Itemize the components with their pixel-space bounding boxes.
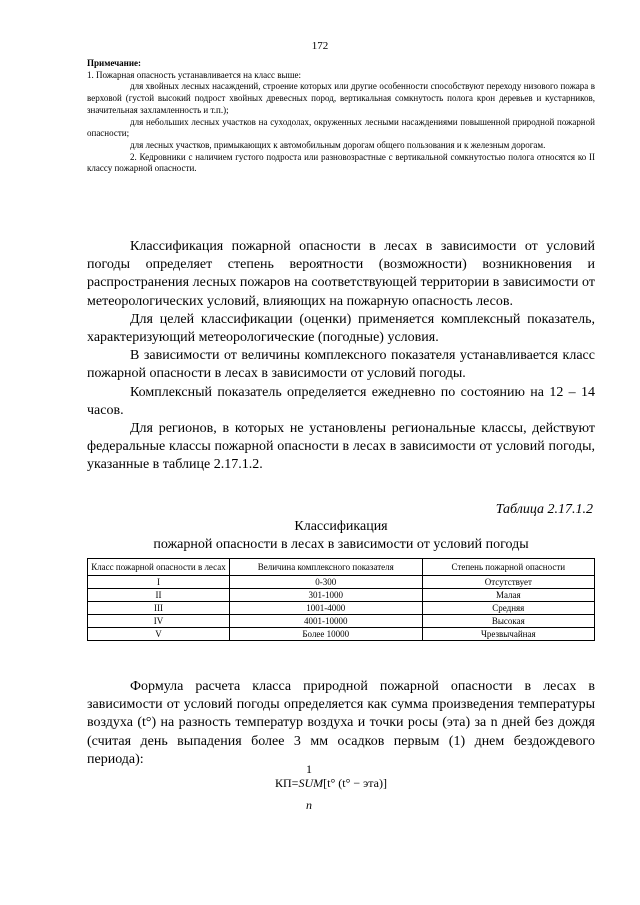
table-title-line-2: пожарной опасности в лесах в зависимости от условий погоды xyxy=(153,537,529,552)
cell-class: V xyxy=(88,628,230,641)
cell-index: 0-300 xyxy=(229,576,422,589)
cell-degree: Высокая xyxy=(422,615,594,628)
formula-paragraph: Формула расчета класса природной пожарной опасности в лесах в зависимости от условий погоды определяется как сумма произведения температуры воздуха (t°) на разность температур воздуха и точки росы (эта) за n дней без дождя (считая день выпадения более 3 мм осадков первым (1) днем бездождевого периода): xyxy=(87,679,595,767)
table-title xyxy=(87,518,595,554)
paragraph: Комплексный показатель определяется ежедневно по состоянию на 12 – 14 часов. xyxy=(87,384,595,418)
cell-degree: Чрезвычайная xyxy=(422,628,594,641)
formula-lhs: КП= xyxy=(275,776,299,790)
cell-class: IV xyxy=(88,615,230,628)
classification-table xyxy=(87,558,595,641)
header-index: Величина комплексного показателя xyxy=(229,559,422,576)
cell-class: I xyxy=(88,576,230,589)
note-title: Примечание: xyxy=(87,58,142,68)
paragraph: Для регионов, в которых не установлены региональные классы, действуют федеральные классы пожарной опасности в лесах в зависимости от условий погоды, указанные в таблице 2.17.1.2. xyxy=(87,421,595,473)
table-label: Таблица 2.17.1.2 xyxy=(495,502,593,517)
body-text xyxy=(87,238,595,475)
formula-expression: [t° (t° − эта)] xyxy=(323,776,387,790)
formula-sum: SUM xyxy=(298,776,324,790)
cell-degree: Малая xyxy=(422,589,594,602)
formula-lower-limit: n xyxy=(306,798,312,812)
table-title-line-1: Классификация xyxy=(294,519,388,534)
cell-class: II xyxy=(88,589,230,602)
formula-main xyxy=(275,776,387,791)
table-row xyxy=(88,602,595,615)
paragraph: В зависимости от величины комплексного показателя устанавливается класс пожарной опасности в лесах в зависимости от условий погоды. xyxy=(87,348,595,382)
note-item-1: 1. Пожарная опасность устанавливается на класс выше: xyxy=(87,69,302,80)
note-item-coniferous: для хвойных лесных насаждений, строение которых или другие особенности способствуют переходу низового пожара в верховой (густой высокий подрост хвойных древесных пород, вертикальная сомкнутость полога крон деревьев и кустарников, значительная захламленность и т.п.); xyxy=(87,81,595,115)
cell-class: III xyxy=(88,602,230,615)
table-row xyxy=(88,589,595,602)
header-class: Класс пожарной опасности в лесах xyxy=(88,559,230,576)
table-row xyxy=(88,628,595,641)
note-item-2: 2. Кедровники с наличием густого подроста или разновозрастные с вертикальной сомкнутостью полога относятся ко II классу пожарной опасности. xyxy=(87,151,595,174)
cell-index: 1001-4000 xyxy=(229,602,422,615)
note-item-small-plots: для небольших лесных участков на суходолах, окруженных лесными насаждениями повышенной природной пожарной опасности; xyxy=(87,116,595,139)
note-item-roads: для лесных участков, примыкающих к автомобильным дорогам общего пользования и к железным дорогам. xyxy=(130,139,546,150)
cell-index: Более 10000 xyxy=(229,628,422,641)
page-number: 172 xyxy=(311,40,329,52)
paragraph: Для целей классификации (оценки) применяется комплексный показатель, характеризующий метеорологические (погодные) условия. xyxy=(87,311,595,346)
formula-upper-limit: 1 xyxy=(306,762,312,776)
table-row xyxy=(88,576,595,589)
formula-description xyxy=(87,678,595,769)
paragraph: Классификация пожарной опасности в лесах в зависимости от условий погоды определяет степень вероятности (возможности) возникновения и распространения лесных пожаров на соответствующей территории в зависимости от метеорологических условий, влияющих на пожарную опасность лесов. xyxy=(87,239,595,309)
header-degree: Степень пожарной опасности xyxy=(422,559,594,576)
cell-degree: Отсутствует xyxy=(422,576,594,589)
note-block xyxy=(87,58,595,175)
table-row xyxy=(88,615,595,628)
cell-degree: Средняя xyxy=(422,602,594,615)
table-header-row xyxy=(88,559,595,576)
cell-index: 4001-10000 xyxy=(229,615,422,628)
cell-index: 301-1000 xyxy=(229,589,422,602)
